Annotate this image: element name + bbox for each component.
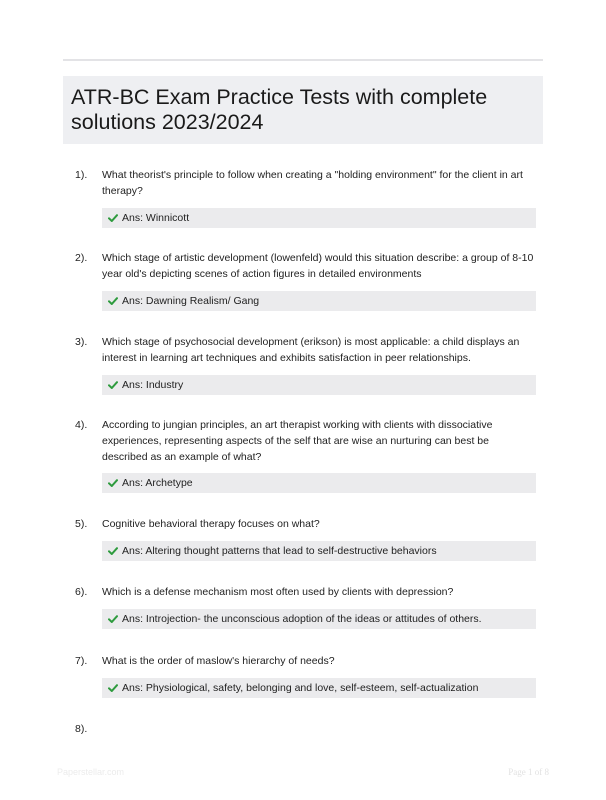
answer-text: Ans: Winnicott bbox=[122, 212, 190, 224]
answer-text: Ans: Physiological, safety, belonging and love, self-esteem, self-actualization bbox=[122, 682, 479, 694]
question-number: 8). bbox=[75, 723, 88, 735]
answer-box bbox=[102, 609, 536, 629]
top-divider bbox=[63, 59, 543, 61]
question-text: What is the order of maslow's hierarchy of needs? bbox=[102, 655, 335, 667]
answer-text: Ans: Archetype bbox=[122, 477, 193, 489]
check-icon bbox=[108, 478, 118, 488]
check-icon bbox=[108, 213, 118, 223]
page-title: ATR-BC Exam Practice Tests with complete solutions 2023/2024 bbox=[71, 85, 488, 134]
question-number: 5). bbox=[75, 518, 88, 530]
question-text: Cognitive behavioral therapy focuses on what? bbox=[102, 518, 320, 530]
question-number: 4). bbox=[75, 419, 88, 431]
title-box bbox=[63, 76, 543, 144]
answer-box bbox=[102, 291, 536, 311]
answer-text: Ans: Altering thought patterns that lead to self-destructive behaviors bbox=[122, 545, 437, 557]
page-number: Page 1 of 8 bbox=[508, 767, 549, 777]
answer-text: Ans: Introjection- the unconscious adoption of the ideas or attitudes of others. bbox=[122, 613, 482, 625]
question-number: 1). bbox=[75, 169, 88, 181]
answer-box bbox=[102, 473, 536, 493]
answer-text: Ans: Industry bbox=[122, 379, 184, 391]
check-icon bbox=[108, 296, 118, 306]
answer-text: Ans: Dawning Realism/ Gang bbox=[122, 295, 260, 307]
footer-watermark: Paperstellar.com bbox=[57, 767, 125, 777]
question-number: 7). bbox=[75, 655, 88, 667]
check-icon bbox=[108, 614, 118, 624]
check-icon bbox=[108, 380, 118, 390]
question-text: Which stage of psychosocial development (erikson) is most applicable: a child displays an interest in learning art techniques and exhibits satisfaction in peer relationships. bbox=[102, 336, 520, 364]
answer-box bbox=[102, 541, 536, 561]
check-icon bbox=[108, 546, 118, 556]
question-text: Which is a defense mechanism most often used by clients with depression? bbox=[102, 586, 454, 598]
answer-box bbox=[102, 678, 536, 698]
question-number: 3). bbox=[75, 336, 88, 348]
question-text: Which stage of artistic development (lowenfeld) would this situation describe: a group of 8-10 year old's depicting scenes of action figures in detailed environments bbox=[102, 252, 534, 280]
question-text: What theorist's principle to follow when creating a "holding environment" for the client in art therapy? bbox=[102, 169, 523, 197]
question-text: According to jungian principles, an art therapist working with clients with dissociative experiences, representing aspects of the self that are wise an nurturing can best be described as an example of what? bbox=[102, 419, 493, 463]
answer-box bbox=[102, 375, 536, 395]
question-number: 6). bbox=[75, 586, 88, 598]
question-number: 2). bbox=[75, 252, 88, 264]
check-icon bbox=[108, 683, 118, 693]
answer-box bbox=[102, 208, 536, 228]
